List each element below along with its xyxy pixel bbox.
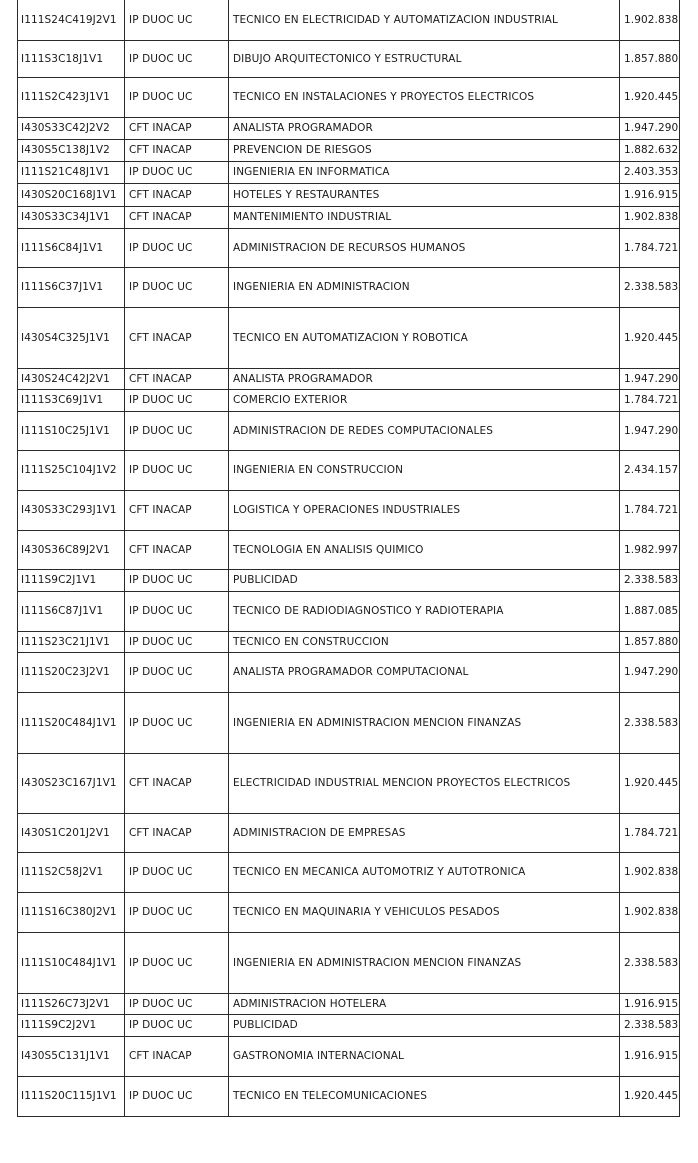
program-cell: ANALISTA PROGRAMADOR COMPUTACIONAL [229, 652, 620, 692]
institution-cell: CFT INACAP [125, 813, 229, 852]
amount-cell: 1.920.445 [620, 753, 680, 813]
institution-cell: IP DUOC UC [125, 1014, 229, 1036]
program-cell: ELECTRICIDAD INDUSTRIAL MENCION PROYECTOS ELECTRICOS [229, 753, 620, 813]
table-row [18, 1036, 680, 1076]
program-cell: LOGISTICA Y OPERACIONES INDUSTRIALES [229, 490, 620, 530]
table-row [18, 389, 680, 411]
table-row [18, 228, 680, 267]
program-cell: PREVENCION DE RIESGOS [229, 139, 620, 161]
program-cell: INGENIERIA EN ADMINISTRACION MENCION FINANZAS [229, 932, 620, 993]
amount-cell: 1.902.838 [620, 206, 680, 228]
table-row [18, 139, 680, 161]
institution-cell: IP DUOC UC [125, 932, 229, 993]
program-cell: INGENIERIA EN ADMINISTRACION [229, 267, 620, 307]
code-cell: I111S25C104J1V2 [18, 450, 125, 490]
code-cell: I111S6C84J1V1 [18, 228, 125, 267]
table-row [18, 932, 680, 993]
table-row [18, 530, 680, 569]
program-cell: GASTRONOMIA INTERNACIONAL [229, 1036, 620, 1076]
code-cell: I430S33C34J1V1 [18, 206, 125, 228]
program-cell: TECNICO EN INSTALACIONES Y PROYECTOS ELECTRICOS [229, 77, 620, 117]
code-cell: I430S1C201J2V1 [18, 813, 125, 852]
code-cell: I111S21C48J1V1 [18, 161, 125, 183]
code-cell: I111S20C115J1V1 [18, 1076, 125, 1116]
program-cell: TECNICO DE RADIODIAGNOSTICO Y RADIOTERAPIA [229, 591, 620, 631]
table-row [18, 652, 680, 692]
table-row [18, 206, 680, 228]
program-cell: ADMINISTRACION HOTELERA [229, 993, 620, 1014]
institution-cell: IP DUOC UC [125, 450, 229, 490]
amount-cell: 1.947.290 [620, 368, 680, 389]
institution-cell: IP DUOC UC [125, 1076, 229, 1116]
institution-cell: IP DUOC UC [125, 411, 229, 450]
amount-cell: 1.784.721 [620, 389, 680, 411]
program-cell: PUBLICIDAD [229, 569, 620, 591]
program-cell: TECNICO EN AUTOMATIZACION Y ROBOTICA [229, 307, 620, 368]
institution-cell: IP DUOC UC [125, 993, 229, 1014]
table-row [18, 411, 680, 450]
amount-cell: 1.887.085 [620, 591, 680, 631]
table-row [18, 267, 680, 307]
institution-cell: CFT INACAP [125, 183, 229, 206]
code-cell: I430S24C42J2V1 [18, 368, 125, 389]
code-cell: I430S23C167J1V1 [18, 753, 125, 813]
code-cell: I111S24C419J2V1 [18, 0, 125, 40]
table-row [18, 852, 680, 892]
code-cell: I430S4C325J1V1 [18, 307, 125, 368]
program-cell: MANTENIMIENTO INDUSTRIAL [229, 206, 620, 228]
table-row [18, 490, 680, 530]
program-cell: ANALISTA PROGRAMADOR [229, 117, 620, 139]
table-row [18, 753, 680, 813]
institution-cell: CFT INACAP [125, 1036, 229, 1076]
amount-cell: 1.920.445 [620, 307, 680, 368]
institution-cell: IP DUOC UC [125, 652, 229, 692]
amount-cell: 1.784.721 [620, 813, 680, 852]
institution-cell: CFT INACAP [125, 206, 229, 228]
amount-cell: 1.920.445 [620, 77, 680, 117]
institution-cell: CFT INACAP [125, 307, 229, 368]
program-table-body [18, 0, 680, 1116]
program-cell: ADMINISTRACION DE EMPRESAS [229, 813, 620, 852]
institution-cell: IP DUOC UC [125, 631, 229, 652]
code-cell: I111S9C2J1V1 [18, 569, 125, 591]
code-cell: I111S10C25J1V1 [18, 411, 125, 450]
table-row [18, 183, 680, 206]
code-cell: I430S5C138J1V2 [18, 139, 125, 161]
code-cell: I111S16C380J2V1 [18, 892, 125, 932]
code-cell: I111S23C21J1V1 [18, 631, 125, 652]
table-row [18, 450, 680, 490]
program-cell: COMERCIO EXTERIOR [229, 389, 620, 411]
code-cell: I430S5C131J1V1 [18, 1036, 125, 1076]
program-cell: TECNICO EN ELECTRICIDAD Y AUTOMATIZACION INDUSTRIAL [229, 0, 620, 40]
amount-cell: 1.857.880 [620, 40, 680, 77]
code-cell: I430S20C168J1V1 [18, 183, 125, 206]
code-cell: I111S9C2J2V1 [18, 1014, 125, 1036]
amount-cell: 1.902.838 [620, 0, 680, 40]
amount-cell: 1.947.290 [620, 652, 680, 692]
amount-cell: 2.338.583 [620, 1014, 680, 1036]
table-row [18, 1014, 680, 1036]
table-row [18, 569, 680, 591]
amount-cell: 2.403.353 [620, 161, 680, 183]
program-cell: ANALISTA PROGRAMADOR [229, 368, 620, 389]
program-cell: TECNICO EN CONSTRUCCION [229, 631, 620, 652]
program-cell: TECNICO EN TELECOMUNICACIONES [229, 1076, 620, 1116]
institution-cell: IP DUOC UC [125, 892, 229, 932]
program-table [17, 0, 680, 1117]
code-cell: I111S20C484J1V1 [18, 692, 125, 753]
program-cell: TECNICO EN MECANICA AUTOMOTRIZ Y AUTOTRONICA [229, 852, 620, 892]
amount-cell: 2.338.583 [620, 267, 680, 307]
institution-cell: IP DUOC UC [125, 569, 229, 591]
code-cell: I430S33C293J1V1 [18, 490, 125, 530]
amount-cell: 2.338.583 [620, 932, 680, 993]
code-cell: I111S3C18J1V1 [18, 40, 125, 77]
program-cell: INGENIERIA EN ADMINISTRACION MENCION FINANZAS [229, 692, 620, 753]
table-row [18, 692, 680, 753]
amount-cell: 1.902.838 [620, 892, 680, 932]
institution-cell: IP DUOC UC [125, 40, 229, 77]
program-cell: TECNOLOGIA EN ANALISIS QUIMICO [229, 530, 620, 569]
code-cell: I111S3C69J1V1 [18, 389, 125, 411]
table-row [18, 77, 680, 117]
program-cell: INGENIERIA EN CONSTRUCCION [229, 450, 620, 490]
institution-cell: IP DUOC UC [125, 267, 229, 307]
amount-cell: 1.947.290 [620, 117, 680, 139]
table-row [18, 591, 680, 631]
table-row [18, 161, 680, 183]
amount-cell: 2.434.157 [620, 450, 680, 490]
table-row [18, 993, 680, 1014]
program-cell: ADMINISTRACION DE REDES COMPUTACIONALES [229, 411, 620, 450]
institution-cell: CFT INACAP [125, 368, 229, 389]
institution-cell: CFT INACAP [125, 117, 229, 139]
table-row [18, 117, 680, 139]
program-cell: ADMINISTRACION DE RECURSOS HUMANOS [229, 228, 620, 267]
amount-cell: 1.920.445 [620, 1076, 680, 1116]
amount-cell: 1.982.997 [620, 530, 680, 569]
institution-cell: CFT INACAP [125, 753, 229, 813]
institution-cell: IP DUOC UC [125, 852, 229, 892]
amount-cell: 1.882.632 [620, 139, 680, 161]
amount-cell: 1.857.880 [620, 631, 680, 652]
institution-cell: CFT INACAP [125, 530, 229, 569]
institution-cell: CFT INACAP [125, 490, 229, 530]
code-cell: I111S6C87J1V1 [18, 591, 125, 631]
code-cell: I111S10C484J1V1 [18, 932, 125, 993]
amount-cell: 1.784.721 [620, 228, 680, 267]
table-row [18, 1076, 680, 1116]
table-row [18, 631, 680, 652]
institution-cell: CFT INACAP [125, 139, 229, 161]
table-row [18, 307, 680, 368]
code-cell: I111S2C423J1V1 [18, 77, 125, 117]
table-row [18, 0, 680, 40]
code-cell: I111S6C37J1V1 [18, 267, 125, 307]
code-cell: I111S20C23J2V1 [18, 652, 125, 692]
program-cell: INGENIERIA EN INFORMATICA [229, 161, 620, 183]
amount-cell: 1.947.290 [620, 411, 680, 450]
code-cell: I111S2C58J2V1 [18, 852, 125, 892]
table-row [18, 368, 680, 389]
amount-cell: 1.916.915 [620, 1036, 680, 1076]
institution-cell: IP DUOC UC [125, 591, 229, 631]
program-cell: DIBUJO ARQUITECTONICO Y ESTRUCTURAL [229, 40, 620, 77]
amount-cell: 1.784.721 [620, 490, 680, 530]
amount-cell: 1.916.915 [620, 183, 680, 206]
table-row [18, 813, 680, 852]
amount-cell: 1.916.915 [620, 993, 680, 1014]
table-row [18, 40, 680, 77]
institution-cell: IP DUOC UC [125, 161, 229, 183]
program-cell: HOTELES Y RESTAURANTES [229, 183, 620, 206]
code-cell: I111S26C73J2V1 [18, 993, 125, 1014]
institution-cell: IP DUOC UC [125, 389, 229, 411]
amount-cell: 2.338.583 [620, 692, 680, 753]
program-cell: TECNICO EN MAQUINARIA Y VEHICULOS PESADOS [229, 892, 620, 932]
institution-cell: IP DUOC UC [125, 0, 229, 40]
institution-cell: IP DUOC UC [125, 692, 229, 753]
code-cell: I430S36C89J2V1 [18, 530, 125, 569]
institution-cell: IP DUOC UC [125, 77, 229, 117]
institution-cell: IP DUOC UC [125, 228, 229, 267]
code-cell: I430S33C42J2V2 [18, 117, 125, 139]
amount-cell: 1.902.838 [620, 852, 680, 892]
amount-cell: 2.338.583 [620, 569, 680, 591]
table-row [18, 892, 680, 932]
program-cell: PUBLICIDAD [229, 1014, 620, 1036]
